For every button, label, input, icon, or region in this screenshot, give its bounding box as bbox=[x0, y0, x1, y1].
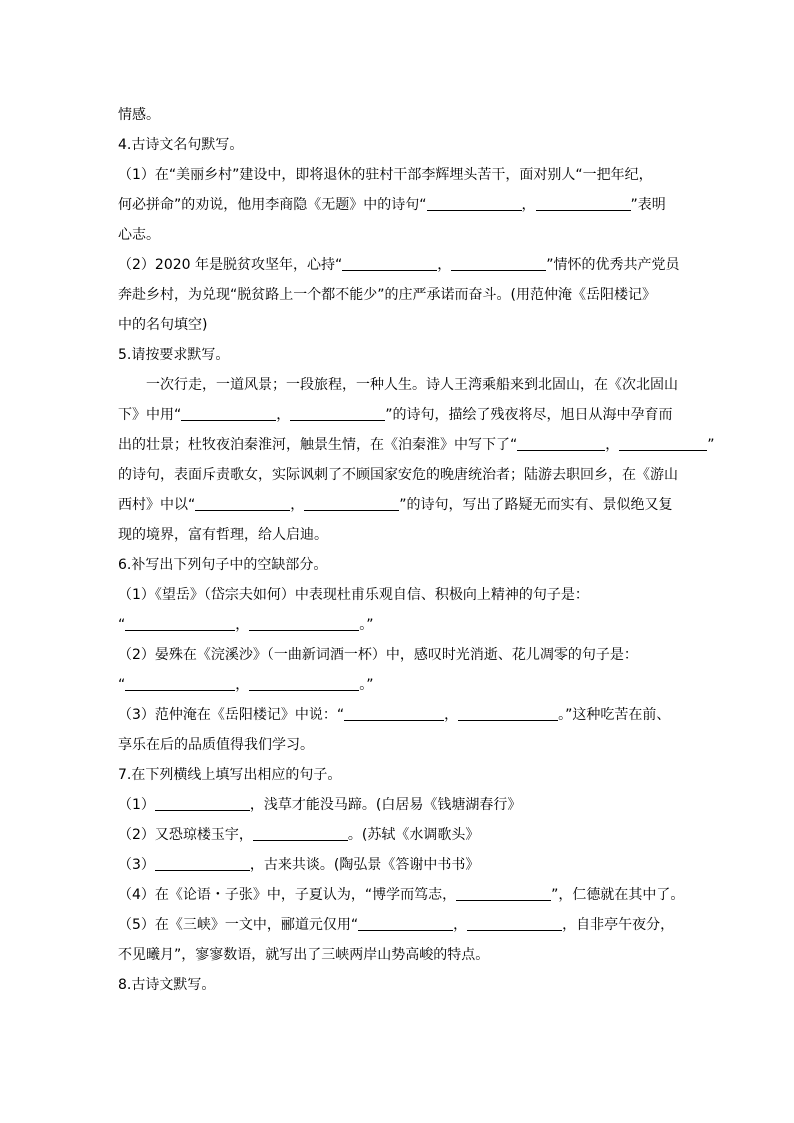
text-line: 一次行走，一道风景；一段旅程，一种人生。诗人王湾乘船来到北固山，在《次北固山 bbox=[146, 377, 678, 393]
text-segment: 下》中用“ bbox=[118, 407, 182, 423]
answer-blank[interactable] bbox=[619, 436, 707, 451]
question-7-title: 7.在下列横线上填写出相应的句子。 bbox=[118, 767, 342, 783]
answer-blank[interactable] bbox=[536, 196, 631, 211]
text-line: 的诗句，表面斥责歌女，实际讽刺了不顾国家安危的晚唐统治者；陆游去职回乡，在《游山 bbox=[118, 467, 678, 483]
text-segment: ， bbox=[521, 197, 536, 213]
text-segment: ” bbox=[707, 437, 715, 453]
document-page bbox=[118, 100, 715, 1000]
text-line bbox=[118, 850, 688, 880]
answer-blank[interactable] bbox=[125, 676, 235, 691]
text-line: 现的境界，富有哲理，给人启迪。 bbox=[118, 527, 328, 543]
text-line bbox=[118, 670, 688, 700]
text-line: 中的名句填空) bbox=[118, 317, 208, 333]
text-segment: 。” bbox=[359, 677, 374, 693]
question-4-title: 4.古诗文名句默写。 bbox=[118, 137, 244, 153]
text-segment: （3）范仲淹在《岳阳楼记》中说：“ bbox=[118, 707, 345, 723]
text-line: 心志。 bbox=[118, 227, 160, 243]
text-line bbox=[118, 490, 688, 520]
text-segment: ， bbox=[235, 617, 250, 633]
text-segment: ， bbox=[235, 677, 250, 693]
text-segment: （5）在《三峡》一文中，郦道元仅用“ bbox=[118, 917, 359, 933]
text-segment: ”的诗句，描绘了残夜将尽，旭日从海中孕育而 bbox=[385, 407, 673, 423]
text-line: （1）《望岳》（岱宗夫如何）中表现杜甫乐观自信、积极向上精神的句子是： bbox=[118, 587, 589, 603]
text-line bbox=[118, 880, 688, 910]
text-line: 享乐在后的品质值得我们学习。 bbox=[118, 737, 314, 753]
text-segment: ， bbox=[605, 437, 620, 453]
text-segment: 。” bbox=[359, 617, 374, 633]
text-segment: ”表明 bbox=[630, 197, 666, 213]
text-segment: （2）2020 年是脱贫攻坚年，心持“ bbox=[118, 257, 343, 273]
answer-blank[interactable] bbox=[249, 616, 359, 631]
text-line bbox=[118, 700, 688, 730]
text-line bbox=[118, 190, 688, 220]
text-line bbox=[118, 820, 688, 850]
text-line: （2）晏殊在《浣溪沙》（一曲新词酒一杯）中，感叹时光消逝、花儿凋零的句子是： bbox=[118, 647, 638, 663]
text-segment: ，浅草才能没马蹄。(白居易《钱塘湖春行》 bbox=[249, 797, 522, 813]
text-segment: （3） bbox=[118, 857, 155, 873]
text-segment: （2）又恐琼楼玉宇， bbox=[118, 827, 253, 843]
answer-blank[interactable] bbox=[458, 706, 558, 721]
text-segment: （1） bbox=[118, 797, 155, 813]
answer-blank[interactable] bbox=[155, 856, 250, 871]
answer-blank[interactable] bbox=[342, 256, 437, 271]
question-5-title: 5.请按要求默写。 bbox=[118, 347, 230, 363]
text-segment: 。”这种吃苦在前、 bbox=[558, 707, 671, 723]
text-line bbox=[118, 610, 688, 640]
question-8-title: 8.古诗文默写。 bbox=[118, 977, 216, 993]
answer-blank[interactable] bbox=[290, 406, 385, 421]
answer-blank[interactable] bbox=[253, 826, 348, 841]
answer-blank[interactable] bbox=[181, 406, 276, 421]
text-segment: “ bbox=[118, 617, 126, 633]
text-segment: ， bbox=[437, 257, 452, 273]
text-segment: ，古来共谈。(陶弘景《答谢中书书》 bbox=[249, 857, 480, 873]
text-segment: 。(苏轼《水调歌头》 bbox=[347, 827, 480, 843]
text-segment: （4）在《论语・子张》中，子夏认为，“博学而笃志， bbox=[118, 887, 457, 903]
text-segment: ”情怀的优秀共产党员 bbox=[546, 257, 680, 273]
text-segment: “ bbox=[118, 677, 126, 693]
answer-blank[interactable] bbox=[467, 916, 562, 931]
text-segment: 出的壮景；杜牧夜泊秦淮河，触景生情，在《泊秦淮》中写下了“ bbox=[118, 437, 518, 453]
text-segment: ”，仁德就在其中了。 bbox=[551, 887, 685, 903]
answer-blank[interactable] bbox=[304, 496, 399, 511]
text-segment: ， bbox=[453, 917, 468, 933]
text-line bbox=[118, 400, 688, 430]
text-segment: ， bbox=[276, 407, 291, 423]
answer-blank[interactable] bbox=[456, 886, 551, 901]
question-6-title: 6.补写出下列句子中的空缺部分。 bbox=[118, 557, 328, 573]
text-line bbox=[118, 790, 688, 820]
text-line: 情感。 bbox=[118, 107, 160, 123]
text-segment: ， bbox=[444, 707, 459, 723]
answer-blank[interactable] bbox=[249, 676, 359, 691]
text-line: 奔赴乡村，为兑现“脱贫路上一个都不能少”的庄严承诺而奋斗。(用范仲淹《岳阳楼记》 bbox=[118, 287, 656, 303]
answer-blank[interactable] bbox=[358, 916, 453, 931]
text-line bbox=[118, 250, 688, 280]
answer-blank[interactable] bbox=[451, 256, 546, 271]
text-line: 不见曦月”，寥寥数语，就写出了三峡两岸山势高峻的特点。 bbox=[118, 947, 490, 963]
answer-blank[interactable] bbox=[427, 196, 522, 211]
text-segment: ”的诗句，写出了路疑无而实有、景似绝又复 bbox=[399, 497, 673, 513]
answer-blank[interactable] bbox=[155, 796, 250, 811]
text-line bbox=[118, 430, 715, 460]
text-segment: ， bbox=[290, 497, 305, 513]
text-segment: 何必拼命”的劝说，他用李商隐《无题》中的诗句“ bbox=[118, 197, 427, 213]
text-line bbox=[118, 910, 688, 940]
text-segment: （1）在“美丽乡村”建设中，即将退休的驻村干部李辉埋头苦干，面对别人“一把年纪， bbox=[118, 167, 653, 183]
answer-blank[interactable] bbox=[195, 496, 290, 511]
answer-blank[interactable] bbox=[517, 436, 605, 451]
answer-blank[interactable] bbox=[344, 706, 444, 721]
text-segment: 西村》中以“ bbox=[118, 497, 196, 513]
text-segment: ，自非亭午夜分， bbox=[562, 917, 675, 933]
answer-blank[interactable] bbox=[125, 616, 235, 631]
text-line bbox=[118, 160, 688, 190]
